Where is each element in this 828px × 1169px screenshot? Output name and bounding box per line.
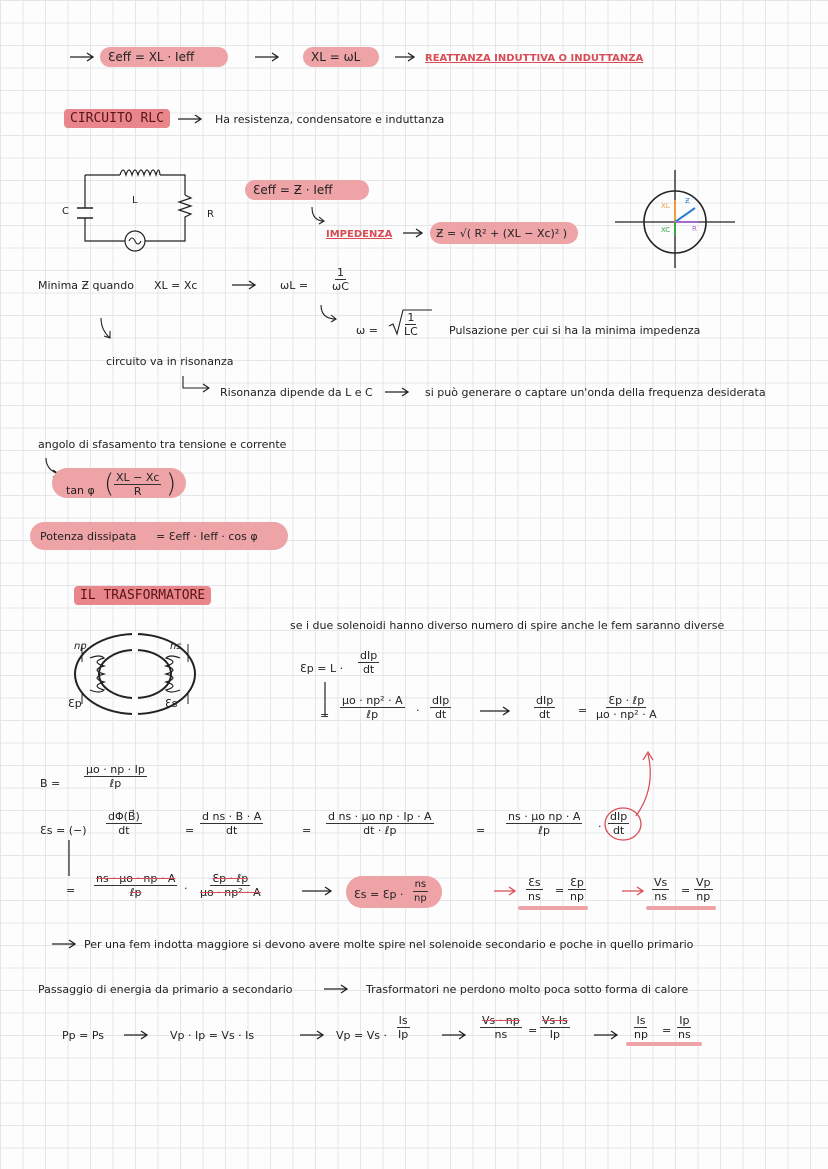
dip-dt-fraction: dIp dt xyxy=(360,649,378,676)
arrow-icon xyxy=(322,982,352,996)
dip-dt-result-fraction: Ɛp · ℓp μo · np² · A xyxy=(596,694,657,721)
red-arrow-icon xyxy=(620,884,648,898)
red-arrow-icon xyxy=(492,884,520,898)
conclusion-text: Per una fem indotta maggiore si devono avere molte spire nel solenoide secondario e poche in quello primario xyxy=(84,938,694,951)
phasor-xl: XL xyxy=(661,202,670,210)
eq-sign: = xyxy=(662,1024,672,1037)
eq-sign: = xyxy=(578,704,588,717)
curved-arrow-icon xyxy=(318,303,342,325)
b-fraction: μo · np · Ip ℓp xyxy=(86,763,145,790)
dot: · xyxy=(184,882,188,895)
arrow-icon xyxy=(122,1028,152,1042)
min-condition: XL = Xc xyxy=(154,279,198,292)
arrow-icon xyxy=(230,278,260,292)
curved-arrow-icon xyxy=(308,205,328,227)
ep-np-fraction: $\frac{Ɛp}{np}$ xyxy=(570,876,584,903)
power-formula: = Ɛeff · Ieff · cos φ xyxy=(156,530,258,543)
is-np-fraction: $\frac{Is}{np}$ xyxy=(634,1014,648,1041)
eq-sign: = xyxy=(302,824,312,837)
phasor-xc: XC xyxy=(661,226,671,234)
b-label: B = xyxy=(40,777,61,790)
arrow-icon xyxy=(478,704,514,718)
ns-np-fraction: $\frac{ns}{np}$ xyxy=(414,879,427,904)
ep-equation: Ɛp = L · xyxy=(300,662,344,675)
circled-dip-dt: dIp dt xyxy=(610,810,628,837)
vp-ip-equation: Vp · Ip = Vs · Is xyxy=(170,1029,255,1042)
omega-eq: ω = xyxy=(356,324,378,337)
arrow-icon xyxy=(393,50,419,64)
arrow-icon xyxy=(68,50,98,64)
wave-text: si può generare o captare un'onda della frequenza desiderata xyxy=(425,386,766,399)
minimum-text: Minima Ƶ quando xyxy=(38,279,134,292)
transformer-diagram xyxy=(60,622,210,722)
vertical-bar-icon xyxy=(66,840,74,880)
rlc-title: CIRCUITO RLC xyxy=(64,109,170,128)
eq-sign: = xyxy=(320,709,330,722)
label-ep: Ɛp xyxy=(68,697,82,710)
arrow-icon xyxy=(383,385,413,399)
rlc-circuit-diagram xyxy=(60,165,230,260)
es-label: Ɛs = (−) xyxy=(40,824,87,837)
dot: · xyxy=(416,704,420,717)
dip-dt-fraction-3: dIp dt xyxy=(536,694,554,721)
omega-l: ωL = xyxy=(280,279,309,292)
energy-loss-text: Trasformatori ne perdono molto poca sotto forma di calore xyxy=(366,983,689,996)
ip-ns-fraction: $\frac{Ip}{ns}$ xyxy=(678,1014,691,1041)
impedance-label: IMPEDENZA xyxy=(326,229,393,240)
phase-angle-text: angolo di sfasamento tra tensione e corrente xyxy=(38,438,287,451)
dns-mu-fraction: d ns · μo np · Ip · A dt · ℓp xyxy=(328,810,432,837)
rlc-description: Ha resistenza, condensatore e induttanza xyxy=(215,113,445,126)
arrow-icon xyxy=(300,884,336,898)
arrow-icon xyxy=(176,112,206,126)
curved-arrow-icon xyxy=(180,374,214,394)
eq-sign: = xyxy=(185,824,195,837)
es-result: Ɛs = Ɛp · xyxy=(354,888,404,901)
fraction-one-over-lc: $\frac{1}{LC}$ xyxy=(404,311,418,338)
arrow-icon xyxy=(298,1028,328,1042)
circuit-label-r: R xyxy=(207,209,214,220)
fraction-one-over-wc: $\frac{1}{\omega C}$ xyxy=(332,266,349,293)
es-ep-underline xyxy=(518,906,588,910)
reactance-label: REATTANZA INDUTTIVA O INDUTTANZA xyxy=(425,53,644,64)
circuit-label-l: L xyxy=(132,195,138,206)
dip-dt-fraction-2: dIp dt xyxy=(432,694,450,721)
label-es: Ɛs xyxy=(165,697,178,710)
arrow-icon xyxy=(401,226,427,240)
label-ns: ns xyxy=(170,641,182,652)
dot: · xyxy=(598,820,602,833)
vs-vp-underline xyxy=(646,906,716,910)
formula-xl: XL = ωL xyxy=(311,50,361,64)
phasor-diagram xyxy=(615,170,740,270)
is-ip-fraction: $\frac{Is}{Ip}$ xyxy=(398,1014,409,1041)
arrow-icon xyxy=(440,1028,470,1042)
label-np: np xyxy=(74,641,87,652)
vs-ns-fraction: $\frac{Vs}{ns}$ xyxy=(654,876,668,903)
tan-phi: tan φ xyxy=(66,484,95,497)
paren-left: ( xyxy=(104,469,115,499)
eq-sign: = xyxy=(528,1024,538,1037)
vp-np-fraction: $\frac{Vp}{np}$ xyxy=(696,876,711,903)
vs-is-over-ip: $\frac{\text{Vs Is}}{Ip}$ xyxy=(542,1014,568,1041)
phasor-z: Ƶ xyxy=(685,197,690,205)
paren-right: ) xyxy=(166,469,177,499)
power-label: Potenza dissipata xyxy=(40,530,137,543)
eq-sign: = xyxy=(681,884,691,897)
dns-b-a-fraction: $\frac{\text{d ns · B · A}}{dt}$ xyxy=(202,810,262,837)
resonance-text: circuito va in risonanza xyxy=(106,355,234,368)
arrow-icon xyxy=(50,937,80,951)
arrow-icon xyxy=(592,1028,622,1042)
transformer-note: se i due solenoidi hanno diverso numero di spire anche le fem saranno diverse xyxy=(290,619,725,632)
pp-ps: Pp = Ps xyxy=(62,1029,104,1042)
tan-phi-fraction: $\frac{XL - Xc}{R}$ xyxy=(116,471,160,498)
ns-mu-fraction: ns · μo np · A ℓp xyxy=(508,810,581,837)
eq-sign: = xyxy=(476,824,486,837)
arrow-icon xyxy=(253,50,283,64)
resonance-dependency: Risonanza dipende da L e C xyxy=(220,386,373,399)
vs-np-over-ns: $\frac{Vs \cdot np}{ns}$ xyxy=(482,1014,520,1041)
impedance-formula: Ƶ = √( R² + (XL − Xc)² ) xyxy=(436,227,568,240)
eq-sign: = xyxy=(66,884,76,897)
cancel-fraction: ns · μo · np · A ℓp xyxy=(96,872,176,899)
transformer-title: IL TRASFORMATORE xyxy=(74,586,211,605)
formula-eeff-xl: Ɛeff = XL · Ieff xyxy=(108,50,195,64)
dphi-dt-fraction: $\frac{d\Phi(B⃗)}{dt}$ xyxy=(108,810,140,837)
circuit-label-c: C xyxy=(62,206,69,217)
down-arrow-icon xyxy=(98,316,118,342)
formula-eeff-z: Ɛeff = Ƶ · Ieff xyxy=(253,183,333,197)
energy-text: Passaggio di energia da primario a secondario xyxy=(38,983,293,996)
cancel-fraction-2: Ɛp · ℓp μo · np² · A xyxy=(200,872,261,899)
pulsation-text: Pulsazione per cui si ha la minima impedenza xyxy=(449,324,701,337)
eq-sign: = xyxy=(555,884,565,897)
es-ns-fraction: $\frac{Ɛs}{ns}$ xyxy=(528,876,541,903)
mu-np2-a-over-lp: μo · np² · A ℓp xyxy=(342,694,403,721)
vp-equation: Vp = Vs · xyxy=(336,1029,387,1042)
phasor-r: R xyxy=(692,225,697,233)
is-ip-underline xyxy=(626,1042,702,1046)
